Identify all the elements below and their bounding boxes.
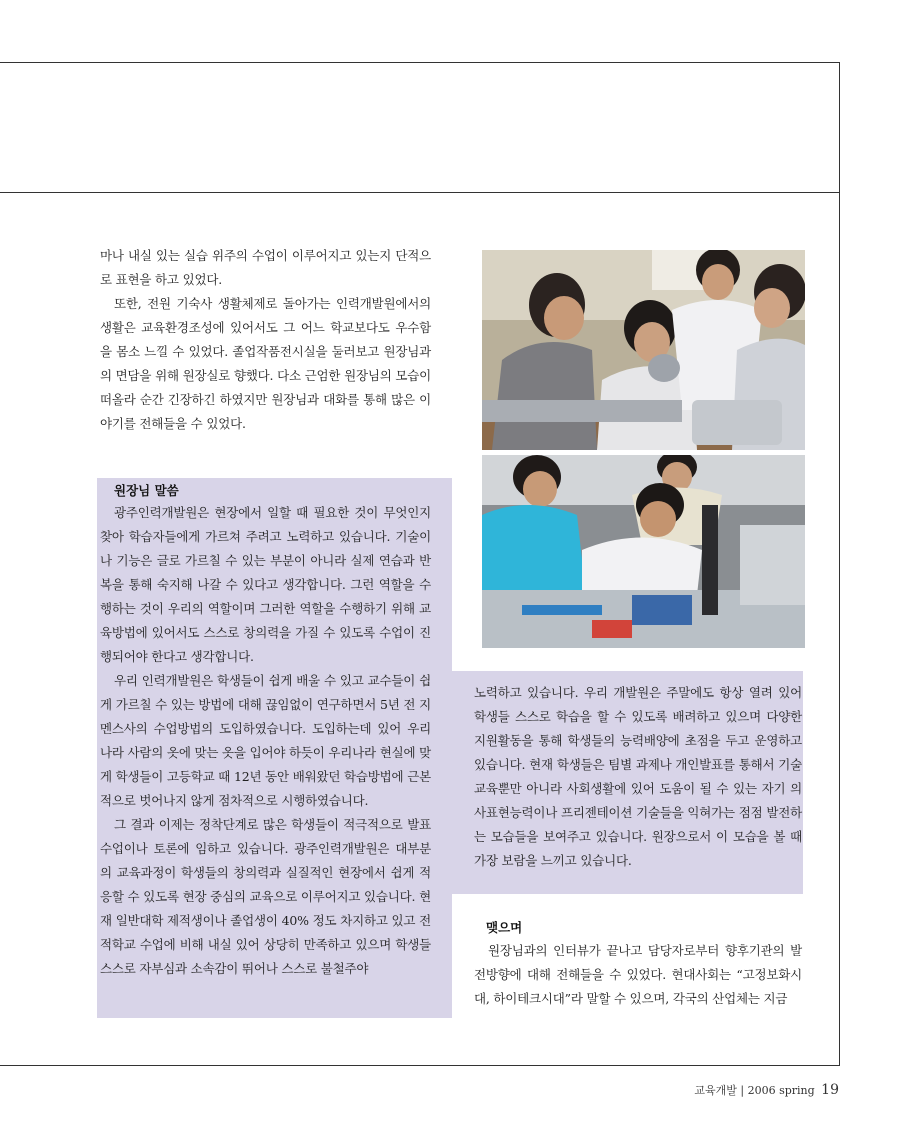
- photo-students-automation-lab: [482, 455, 805, 648]
- bottom-rule: [0, 1065, 840, 1066]
- closing-text: [474, 939, 802, 1011]
- director-text-right: [474, 681, 802, 873]
- footer-issue: 2006 spring: [747, 1084, 815, 1097]
- closing-heading: 맺으며: [486, 920, 523, 935]
- header-bottom-rule: [0, 192, 840, 193]
- page-number: 19: [821, 1082, 839, 1098]
- director-paragraph: 우리 인력개발원은 학생들이 쉽게 배울 수 있고 교수들이 쉽게 가르칠 수 있는 방법에 대해 끊임없이 연구하면서 5년 전 지멘스사의 수업방법의 도입하였습니다. 도입하는데 있어 우리나라 사람의 옷에 맞는 옷을 입어야 하듯이 우리나라 현실에 맞게 학생들이 고등학교 때 12년 동안 배워왔던 학습방법에 근본적으로 벗어나지 않게 점차적으로 시행하였습니다.: [100, 673, 431, 808]
- footer-magazine: 교육개발: [694, 1084, 737, 1097]
- director-paragraph: 광주인력개발원은 현장에서 일할 때 필요한 것이 무엇인지 찾아 학습자들에게 가르쳐 주려고 노력하고 있습니다. 기술이나 기능은 글로 가르칠 수 있는 부분이 아니라 실제 연습과 반복을 통해 숙지해 나갈 수 있다고 생각합니다. 그런 역할을 수행하는 것이 우리의 역할이며 그러한 역할을 수행하기 위해 교육방법에 있어서도 스스로 창의력을 가질 수 있도록 수업이 진행되어야 한다고 생각합니다.: [100, 505, 431, 664]
- intro-paragraph: 또한, 전원 기숙사 생활체제로 돌아가는 인력개발원에서의 생활은 교육환경조성에 있어서도 그 어느 학교보다도 우수함을 몸소 느낄 수 있었다. 졸업작품전시실을 둘러보고 원장님과의 면담을 위해 원장실로 향했다. 다소 근엄한 원장님의 모습이 떠올라 순간 긴장하긴 하였지만 원장님과 대화를 통해 많은 이야기를 전해들을 수 있었다.: [100, 296, 431, 431]
- right-frame-rule: [839, 62, 840, 1066]
- director-heading: 원장님 말씀: [114, 483, 179, 498]
- page-footer: [694, 1082, 839, 1098]
- intro-text: [100, 244, 431, 436]
- footer-separator: |: [740, 1084, 745, 1097]
- intro-paragraph: 마나 내실 있는 실습 위주의 수업이 이루어지고 있는지 단적으로 표현을 하고 있었다.: [100, 248, 431, 287]
- top-rule: [0, 62, 840, 63]
- closing-paragraph: 원장님과의 인터뷰가 끝나고 담당자로부터 향후기관의 발전방향에 대해 전해들을 수 있었다. 현대사회는 “고정보화시대, 하이테크시대”라 말할 수 있으며, 각국의 산업체는 지금: [474, 943, 802, 1006]
- director-paragraph: 그 결과 이제는 정착단계로 많은 학생들이 적극적으로 발표수업이나 토론에 임하고 있습니다. 광주인력개발원은 대부분의 교육과정이 학생들의 창의력과 실질적인 현장에서 쉽게 적응할 수 있도록 현장 중심의 교육으로 이루어지고 있습니다. 현재 일반대학 제적생이나 졸업생이 40% 정도 차지하고 있고 전적학교 수업에 비해 내실 있어 상당히 만족하고 있으며 학생들 스스로 자부심과 소속감이 뛰어나 스스로 불철주야: [100, 817, 431, 976]
- director-text-left: [100, 501, 431, 981]
- photo-students-examining-part: [482, 250, 805, 450]
- director-paragraph-continued: 노력하고 있습니다. 우리 개발원은 주말에도 항상 열려 있어 학생들 스스로 학습을 할 수 있도록 배려하고 있으며 다양한 지원활동을 통해 학생들의 능력배양에 초점을 두고 운영하고 있습니다. 현재 학생들은 팀별 과제나 개인발표를 통해서 기술교육뿐만 아니라 사회생활에 있어 도움이 될 수 있는 자기 의사표현능력이나 프리젠테이션 기술들을 익혀가는 점점 발전하는 모습들을 보여주고 있습니다. 원장으로서 이 모습을 볼 때 가장 보람을 느끼고 있습니다.: [474, 685, 802, 868]
